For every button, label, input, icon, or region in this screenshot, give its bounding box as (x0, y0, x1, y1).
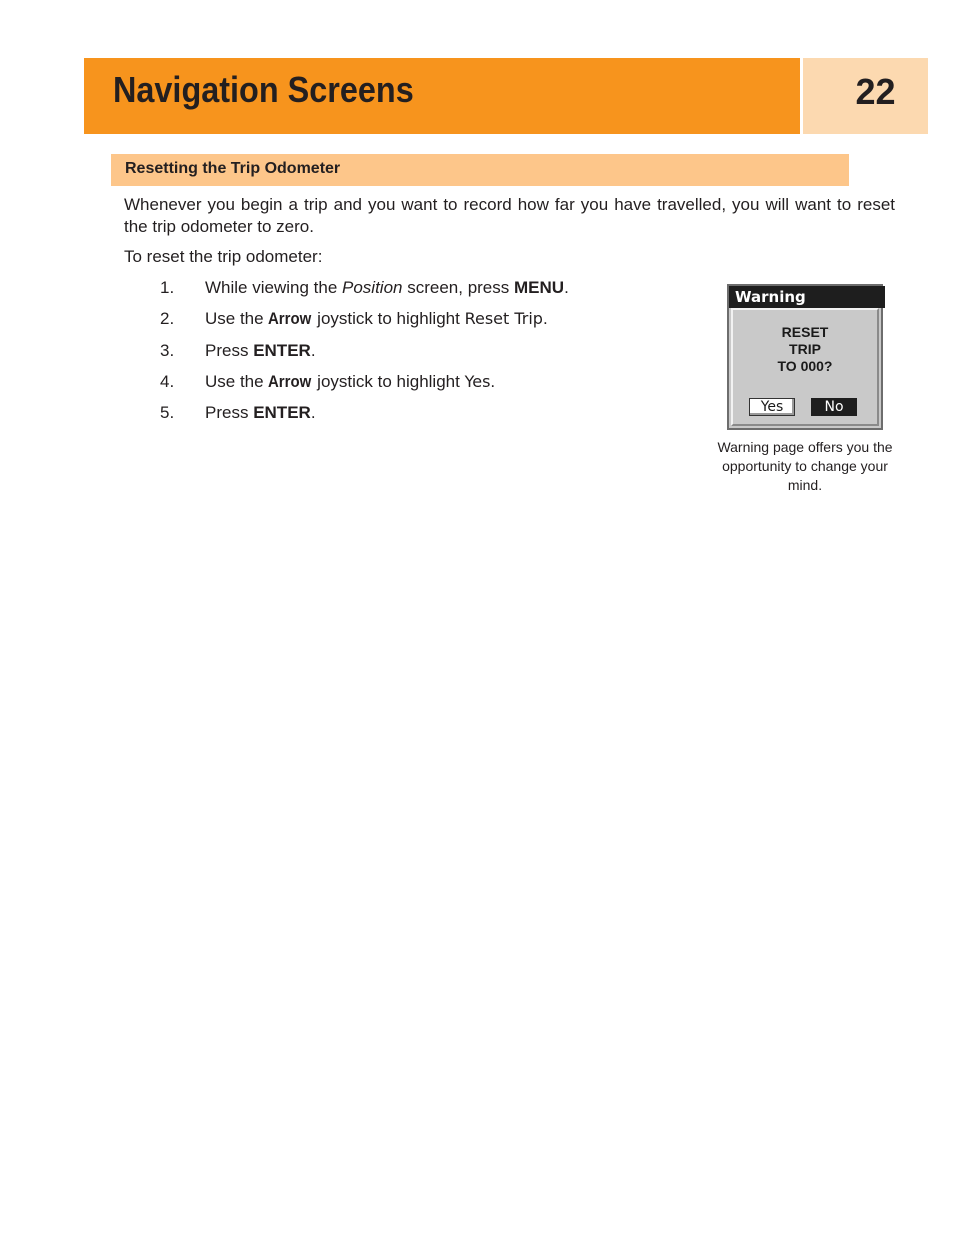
warning-title: Warning (735, 288, 806, 306)
enter-key-ref: ENTER (253, 340, 311, 360)
step-item (124, 307, 704, 338)
step-text: Use the Arrow joystick to highlight Yes. (205, 370, 495, 394)
step-number: 4. (160, 371, 175, 391)
chapter-header (84, 58, 800, 134)
step-number: 3. (160, 340, 175, 360)
warning-message-line: TO 000? (777, 358, 833, 374)
position-screen-ref: Position (342, 278, 403, 297)
warning-message-line: TRIP (789, 341, 821, 357)
arrow-key-ref: Arrow (268, 309, 312, 329)
page-number-box (803, 58, 928, 134)
yes-option-ref: Yes (464, 371, 491, 391)
warning-title-bar (729, 286, 885, 308)
steps-list (124, 276, 704, 432)
step-number: 1. (160, 278, 175, 297)
section-header (111, 154, 849, 186)
step-number: 2. (160, 309, 175, 329)
step-item (124, 401, 704, 432)
figure-caption: Warning page offers you the opportunity to change your mind. (717, 439, 893, 493)
no-button: No (811, 398, 857, 416)
intro-paragraph: Whenever you begin a trip and you want to record how far you have travelled, you will want to reset the trip odometer to zero. (124, 195, 895, 236)
warning-message-line: RESET (781, 324, 829, 340)
warning-screen-figure (727, 284, 883, 430)
steps-lead: To reset the trip odometer: (124, 247, 323, 266)
step-number: 5. (160, 403, 175, 423)
step-text: Press ENTER. (205, 340, 316, 360)
step-item (124, 339, 704, 370)
step-text: Use the Arrow joystick to highlight Reset Trip. (205, 307, 548, 331)
yes-button: Yes (749, 398, 795, 416)
warning-message (729, 324, 881, 375)
reset-trip-option-ref: Reset Trip (464, 309, 543, 329)
arrow-key-ref: Arrow (268, 371, 312, 391)
step-text: While viewing the Position screen, press MENU. (205, 278, 569, 297)
section-title: Resetting the Trip Odometer (125, 160, 341, 177)
step-item (124, 370, 704, 401)
step-text: Press ENTER. (205, 403, 316, 423)
chapter-title: Navigation Screens (113, 69, 414, 110)
enter-key-ref: ENTER (253, 403, 311, 423)
step-item (124, 276, 704, 307)
page-number: 22 (855, 71, 896, 112)
menu-key-ref: MENU (514, 278, 565, 297)
